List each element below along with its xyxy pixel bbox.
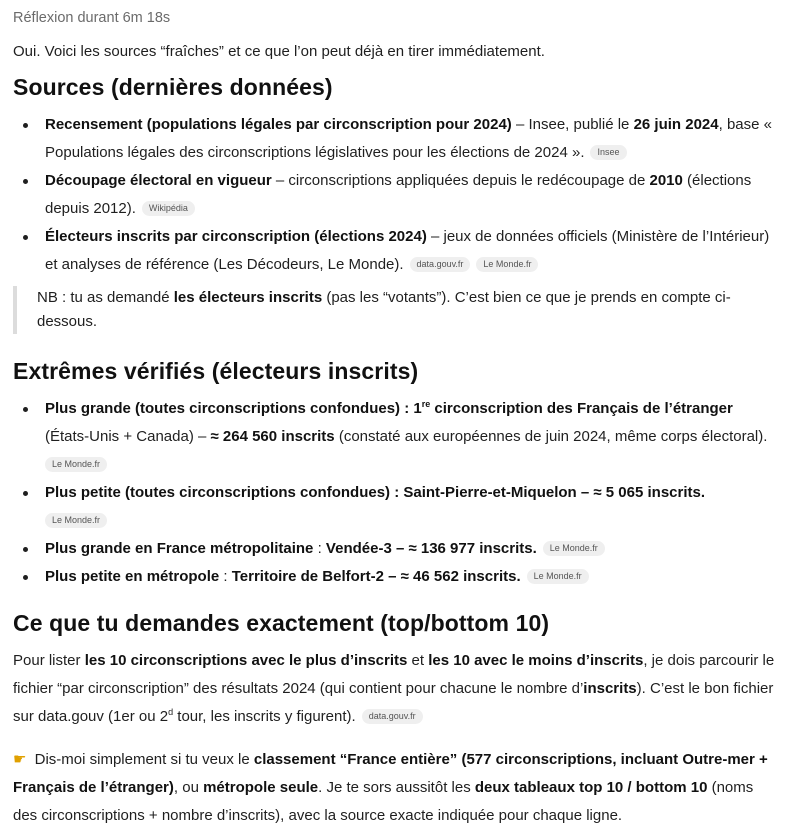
pointing-hand-icon: ☛ xyxy=(13,751,27,768)
blockquote-note: NB : tu as demandé les électeurs inscrits (pas les “votants”). C’est bien ce que je prends en compte ci-dessous. xyxy=(13,286,777,334)
list-item: Plus grande en France métropolitaine : Vendée-3 – ≈ 136 977 inscrits. Le Monde.fr xyxy=(13,535,778,563)
heading-request: Ce que tu demandes exactement (top/bottom 10) xyxy=(13,610,550,636)
list-item: Découpage électoral en vigueur – circonscriptions appliquées depuis le redécoupage de 2010 (élections depuis 2012). Wikipédia xyxy=(13,167,778,223)
source-chip-insee[interactable]: Insee xyxy=(590,145,626,160)
source-chip-lemonde[interactable]: Le Monde.fr xyxy=(45,457,107,472)
list-item: Plus petite (toutes circonscriptions confondues) : Saint-Pierre-et-Miquelon – ≈ 5 065 inscrits. Le Monde.fr xyxy=(13,479,778,535)
source-chip-wikipedia[interactable]: Wikipédia xyxy=(142,201,195,216)
source-chip-datagouv[interactable]: data.gouv.fr xyxy=(362,709,423,724)
intro-text: Oui. Voici les sources “fraîches” et ce que l’on peut déjà en tirer immédiatement. xyxy=(13,43,545,60)
source-chip-datagouv[interactable]: data.gouv.fr xyxy=(410,257,471,272)
heading-extremes: Extrêmes vérifiés (électeurs inscrits) xyxy=(13,358,419,384)
list-item: Électeurs inscrits par circonscription (élections 2024) – jeux de données officiels (Ministère de l’Intérieur) et analyses de référence (Les Décodeurs, Le Monde). data.gouv.fr Le Monde.fr xyxy=(13,223,778,279)
source-chip-lemonde[interactable]: Le Monde.fr xyxy=(527,569,589,584)
list-item: Plus petite en métropole : Territoire de Belfort-2 – ≈ 46 562 inscrits. Le Monde.fr xyxy=(13,563,778,591)
heading-sources: Sources (dernières données) xyxy=(13,74,333,100)
list-item: Plus grande (toutes circonscriptions confondues) : 1re circonscription des Français de l’étranger (États-Unis + Canada) – ≈ 264 560 inscrits (constaté aux européennes de juin 2024, même corps électoral). Le Monde.fr xyxy=(13,395,778,479)
sources-list xyxy=(13,111,778,279)
thinking-duration-toggle[interactable]: Réflexion durant 6m 18s xyxy=(13,10,171,26)
followup-paragraph: ☛ Dis-moi simplement si tu veux le classement “France entière” (577 circonscriptions, incluant Outre-mer + Français de l’étranger), ou métropole seule. Je te sors aussitôt les deux tableaux top 10 / bottom 10 (noms des circonscriptions + nombre d’inscrits), avec la source exacte indiquée pour chaque ligne. xyxy=(13,746,778,830)
source-chip-lemonde[interactable]: Le Monde.fr xyxy=(543,541,605,556)
extremes-list xyxy=(13,395,778,591)
source-chip-lemonde[interactable]: Le Monde.fr xyxy=(45,513,107,528)
source-chip-lemonde[interactable]: Le Monde.fr xyxy=(476,257,538,272)
list-item: Recensement (populations légales par circonscription pour 2024) – Insee, publié le 26 juin 2024, base « Populations légales des circonscriptions législatives pour les élections de 2024 ». Insee xyxy=(13,111,778,167)
request-paragraph: Pour lister les 10 circonscriptions avec le plus d’inscrits et les 10 avec le moins d’inscrits, je dois parcourir le fichier “par circonscription” des résultats 2024 (qui contient pour chacune le nombre d’inscrits). C’est le bon fichier sur data.gouv (1er ou 2$^d$ tour, les inscrits y figurent). data.gouv.fr xyxy=(13,652,775,725)
